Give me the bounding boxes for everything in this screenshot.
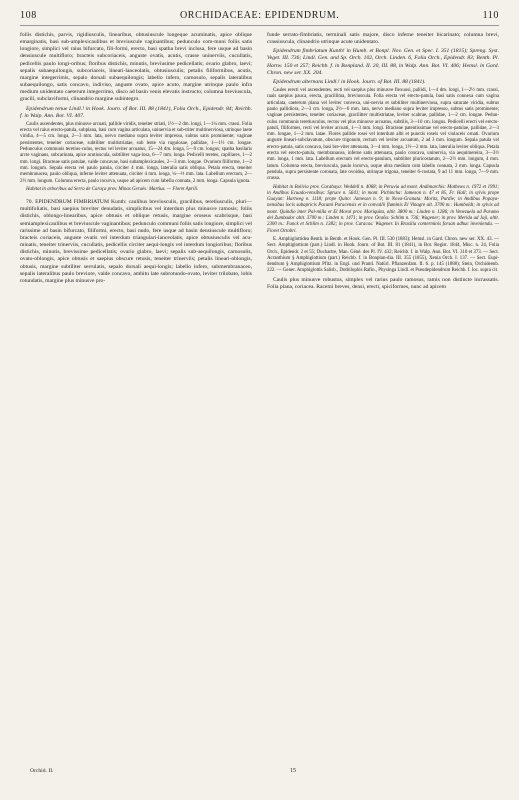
paragraph-note: Habitat in arboribus ad Serra de Caraça prov. Minas Geraës: Martius. — Floret Aprili. [26, 186, 199, 192]
paragraph-note: Habitat in Bolivia prov. Carabaya: Weddell n. 4068; in Peruvia ad mont. Andimarchis: Mathews n. 1972 et 1991; in Andibus Ecuado-rensibus: Spruce n. 5641; in mont. Pichincha: Jameson n. 47 et 85, Fr. Hall; in sylvis prope Guayan: Hartweg n. 1118; prope Quito: Jameson n. 9; in Nova-Granata: Moritz, Purdie; in Andibus Popaya-nensibus locis subapricis Pacami Paracensis et in convallii fluminis El Vinagre alt. 3700 m.: Humboldt; in sylvis ad mont. Quindio inter Pal-milla et El Moral prov. Mariquita, altit. 3800 m.: Linden n. 1286; in Venezuela ad Paramo del Zumbador altit. 3700 m.: Linden n. 1471; in prov. Ocaña: Schlim n. 736; Wagener; in prov. Merida ad Jajì, altit. 2300 m.: Funck et Schlim n. 1382; in prov. Caracas: Wagener. In Brasilia conterminis forsan adhuc inveniendu. — Floret Octobri. [267, 184, 499, 234]
paragraph-small: E. Amphiglottidea Benth. in Benth. et Hook. Gen. Pl. III. 530 (1883); Hemsl. in Gard. Chron. new ser. XX. 43. — Sect. Amphiglottium (part.) Lindl. in Hook. Journ. of Bot. III. 81 (1841), in Bot. Regist. 1844, Misc. n. 24, Folia Orch., Epidendr. 2 et 55; Duchartre, Man. Géné. des Pl. IV. 432; Reichb. f. in Walp. Ann. Bot. VI. 310 et 373. — Sect. Acranthium § Amphiglottium (part.) Reichb. f. in Bonplan-dia. III. 355 (1855), Xenia Orch. I. 137. — Sect. Eupi-dendrum § Amphiglottium Pfitz. in Engl. und Prantl. Natürl. Pflanzenfam. II. 6. p. 145 (1888); Stein, Orchideenb. 222. — Gener. Amphiglottis Salisb., Dothilophis Rafin., Physinga Lindl. et Pseudepidendrum Reichb. f. loc. supra cit. [267, 236, 499, 274]
paragraph-cite: Epidendrum tenue Lindl.! in Hook. Journ. of Bot. III. 88 (1841), Folia Orch., Epidendr. 84; Reichb. f. in Walp. Ann. Bot. VI. 407. [20, 105, 252, 119]
paragraph-noindent: funde serrato-fimbriatis, terminali satis majore, disco inferne teneiter bicarinato; columna brevi, crassiuscula, clinandrio utrinque acute unidentato. [267, 32, 499, 46]
paragraph-cite: Epidendrum alternans Lindl.! in Hook. Journ. of Bot. III. 88 (1841). [273, 78, 426, 85]
running-header [20, 10, 499, 26]
page-number-right: 110 [482, 10, 499, 21]
running-title: ORCHIDACEAE: EPIDENDRUM. [179, 10, 340, 21]
left-column [20, 32, 252, 293]
two-column-body [20, 32, 499, 293]
paragraph-plain: Caulis plus minusve robustus, simplex vel rarius paulo ramosus, ramis non distincte incrassatis. Folia plana, coriacea. Racemi breves, densi, erecti, spiciformes, nunc ad apicem [267, 276, 499, 290]
paragraph-cite: Epidendrum fimbriatum Kunth! in Humb. et Bonpl. Nov. Gen. et Spec. I. 351 (1815); Spreng. Syst. Veget. III. 736; Lindl. Gen. and Sp. Orch. 102, Orch. Linden. 6, Folia Orch., Epidendr. 83; Benth. Pl. Hartw. 150 et 257; Reichb. f. in Bonpland. II. 20, III. 88, in Walp. Ann. Bot. VI. 406; Hemsl. in Gard. Chron. new ser. XX. 204. [267, 48, 499, 76]
signature-mark: Orchid. II. [30, 768, 54, 774]
sheet-number: 15 [290, 768, 296, 774]
paragraph-head: 70. EPIDENDRUM FIMBRIATUM Kunth: caulibus breviusculis, gracilibus, teretiusculis, pluri—multifoliatis, basi saepius breviter denudatis, simplicibus vel interdum plus minusve ramosis; foliis distichis, oblongo-linearibus, apice obtusis et oblique retusis, margine eroseus scabrisque, basi semiamplexicaulibus et breviuscule vaginantibus; pedunculo communi foliis satis longiore, simplici vel rarissime ad basin bifurcato, filiformi, erecto, basi nudo, fere usque ad basin densiuscule multifloro; bracteis coriaceis, anguste ovatis vel interdum triangulari-lanceolatis, apice obtusiusculis vel acu-minatis, teneiter trinerviis, cucullatis, pedicellis circiter aequi-longis vel interdum longioribus; floribus distichis, minutis, brevissime pedicellatis; ovario glabro, laevi; sepalis sub-aequilongis, carnosulis, ovato-oblongis, apice obtusis et saepius obscure retusis, teneiter trinerviis; petalis lineari-oblongis, obtusis, margine subtiliter serrulatis, sepalo dorsali aequi-longis; labello infero, submembranaceo, sepalis lateralibus paulo breviore, valde concavo, ambitu late subrotundo-ovato, leviter trilobato, lobis rotundatis, margine plus minusve pro- [20, 199, 252, 284]
right-column [267, 32, 499, 293]
page-number-left: 108 [20, 10, 37, 21]
paragraph-small: Caules erecti vel ascendentes, recti vel saepius plus minusve flexuosi, pallidi, 1—4 dm. longi, 1—2½ mm. crassi, raais saepius pauca, erecta, gracillima, breviuscula. Folia erecta vel erecto-patula, basi satis connexa cum vagina articulata, caeterum plana vel leviter convexa, uni-nervia et subtiliter multinerviosa, supra saturate viridia, subtus paulo pallidiora, 2—3 cm. longa, 2½—6 mm. lata, nervo mediano supra leviter impresso, subtus satis prominente; vaginae persistentes, teneiter coriaceae, gracilitter multistriatae, leviter scabrae, pallidae, 1—2 cm. longae. Pedun-culus communis teretiusculus, rectus vel plus minusve arcuatus, subtilis, 3—10 cm. longus. Pedicelli erecti vel erecto-patuli, filiformes, recti vel leviter arcuati, 1—3 mm. longi. Bracteae patentissimae vel erecto-patulae, pallidae, 2—3 mm. longae, 1—2 mm. latae. Flores pallide rosei vel interdum albi et punctis roseis vel violaceis ornati. Ovarium anguste lineari-subclavatum, obscure trigonum, rectum vel leviter arcuatum, 2 ad 3 mm. longum. Sepala patula vel erecto-patula, satis concava, basi bre-viter attenuata, 3—4 mm. longa, 1½—2 mm. lata, lateralia leviter obliqua. Petala erecta vel erecto-patula, membranacea, inferne satis attenuata, paulo concava, uninervia, via aequimereira, 3—3½ mm. longa, 1 mm. lata. Labellum erectum vel erecto-patulum, subtiliter pluricostatum, 2—2½ mm. longum, 4 mm. latum. Columna erecta, breviuscula, paulo incurva, usque ultra medium cum labello connata, 2 mm. longa. Capsula pendula, supra persistente coronata, late ovoidea, utrinque trigona, teneiter 6-costata, 9 ad 11 mm. longa, 7—9 mm. crassa. [267, 88, 499, 182]
paragraph-noindent: foliis distichis, parvis, rigidiusculis, linearibus, obtusiuscule longeque acuminatis, apice oblique emarginatis, basi sub-amplexicaulibus et breviuscule vaginantibus; pedunculo com-muni foliis satis longiore, simplici vel raius bifurcato, fili-formi, erecto, basi spatha brevi inclusa, fere usque ad basin densiuscule multifloro; bracteis subcoriaceis, anguste ovatis, acutis, crasse uninerviis, cucullatis, pedicellis paulo longi-oribus; floribus distichis, minutis, breviusime pedicellatis; ovario glabro, laevi; sepalis subaequilongis, subcoriaceis, lineari-lanceolatis, obtusiusculis; petalis filiformibus, acutis, margine integerrimis, sepalo dorsali subaequilongis; labello infero, carnosulo, sepalis lateralibus subaequilongo, satis concavo, indiviso, anguste ovato, apice acuto, margine utrinque paulo infra medium unidentato caeterum integerrimo, disco ad basin venis elevatis instructo; columna breviuscula, gracili, subclaviformi, clinandrio margine subintegro. [20, 32, 252, 103]
paragraph-small: Caulis ascendentes, plus minusve arcuati, pallide viridis, teneiter striati, 1½—2 dm. longi, 1—1¼ mm. crassi. Folia erecta vel raius erecto-patula, subplana, basi cum vagina articulata, uninervia et sub-triter multinerviosa, utrinque laete viridia, 4—5 cm. longa, 2—3 mm. lata, nervo mediano supra leviter impresso, subtus satis prominente; vaginae persistentes, teneiter coriaceae, subtiliter multistriatae, sub lente via rugulosae, pallidae, 1—1½ cm. longae. Pedunculus communis teretius-culus, rectus vel leviter arcuatus, 15—24 dm. longa, 5—9 cm. longus; spatha basilaris arcte vaginans, subcarinata, apice acutiuscula, subtiliter vaga-losa, 6—7 mm. longa. Pedicelli teretes, capillares, 1—2 mm. longi. Bracteae satis patulae, valde concavae, basi subamplexicaules, 2—3 mm. longae. Ovarium filiforme, 1—2 mm. longum. Sepala erecta vel paulo patula, circiter 4 mm. longa, lateralia satis obliqua. Petala erecta, teneiter membranacea, paulo obliqua, inferne leviter attenuata, circiter 4 mm. longa, ¼—⅓ mm. lata. Labellum erectum, 2—2½ mm. longum. Columna erecta, paulo incurva, usque ad apicem cum labello connata, 2 mm. longa. Capsula ignota. [20, 121, 252, 184]
